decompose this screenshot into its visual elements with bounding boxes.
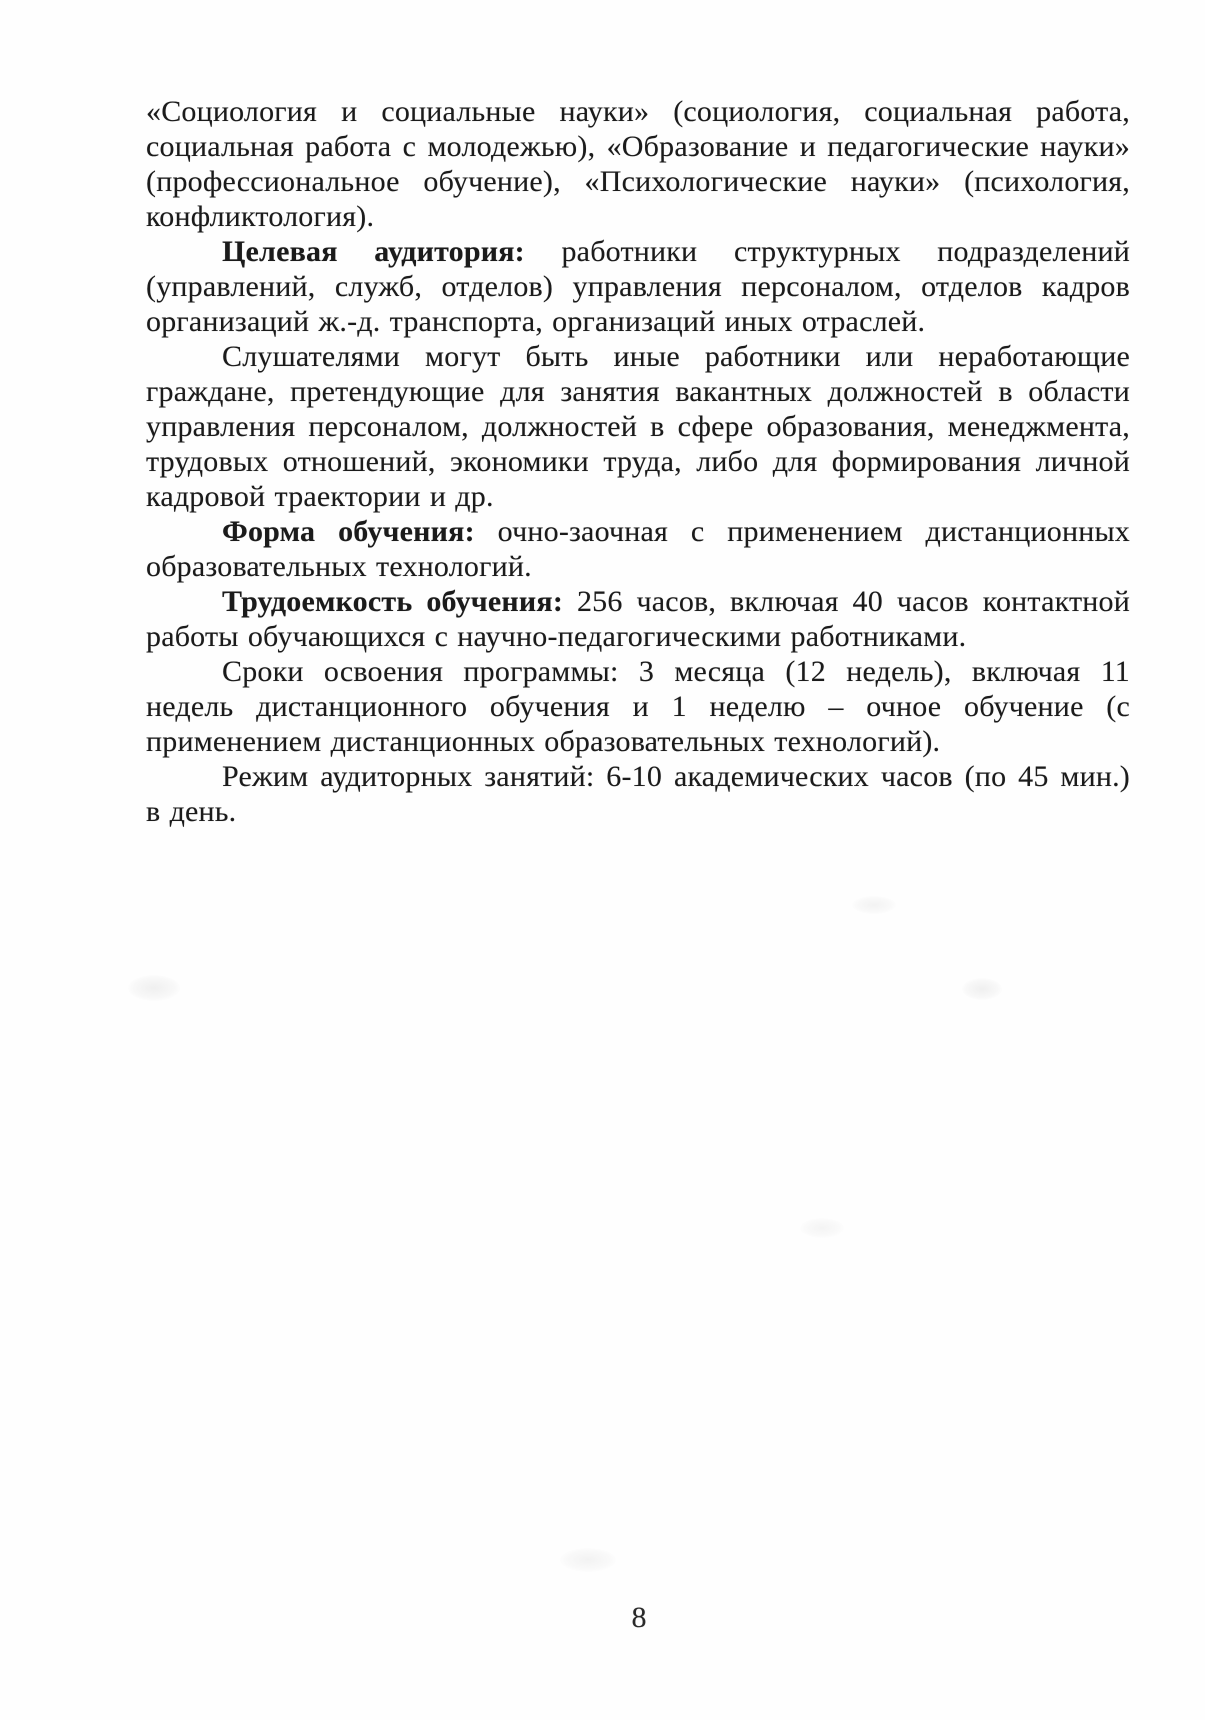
paragraph-text: Слушателями могут быть иные работники или неработающие граждане, претендующие для занятия вакантных должностей в области управления персоналом, должностей в сфере образования, менеджмента, трудовых отношений, экономики труда, либо для формирования личной кадровой траектории и др. bbox=[146, 340, 1130, 513]
paragraph-program-duration bbox=[146, 654, 1130, 759]
text-block bbox=[146, 94, 1130, 829]
paragraph-lead: Трудоемкость обучения: bbox=[222, 585, 564, 618]
paragraph-text: Сроки освоения программы: 3 месяца (12 недель), включая 11 недель дистанционного обучения и 1 неделю – очное обучение (с применением дистанционных образовательных технологий). bbox=[146, 655, 1130, 758]
paragraph-lead: Форма обучения: bbox=[222, 515, 475, 548]
paragraph-text: Режим аудиторных занятий: 6-10 академических часов (по 45 мин.) в день. bbox=[146, 760, 1130, 828]
paragraph-class-schedule bbox=[146, 759, 1130, 829]
paragraph-other-listeners bbox=[146, 339, 1130, 514]
paragraph-text: «Социология и социальные науки» (социология, социальная работа, социальная работа с молодежью), «Образование и педагогические науки» (профессиональное обучение), «Психологические науки» (психология, конфликтология). bbox=[146, 95, 1130, 233]
page-number: 8 bbox=[631, 1601, 647, 1634]
scan-smudge bbox=[800, 1218, 844, 1238]
paragraph-lead: Целевая аудитория: bbox=[222, 235, 525, 268]
scan-smudge bbox=[852, 896, 896, 914]
paragraph-text: очно-заочная с применением дистанционных образовательных технологий. bbox=[146, 515, 1131, 583]
paragraph-text: 256 часов, включая 40 часов контактной работы обучающихся с научно-педагогическими работниками. bbox=[146, 585, 1130, 653]
paragraph-study-form bbox=[146, 514, 1130, 584]
paragraph-subject-areas bbox=[146, 94, 1130, 234]
paragraph-text: работники структурных подразделений (управлений, служб, отделов) управления персоналом, отделов кадров организаций ж.-д. транспорта, организаций иных отраслей. bbox=[146, 235, 1130, 338]
scan-smudge bbox=[560, 1548, 616, 1572]
scan-smudge bbox=[962, 978, 1002, 1000]
paragraph-workload bbox=[146, 584, 1130, 654]
paragraph-target-audience bbox=[146, 234, 1130, 339]
scan-smudge bbox=[128, 975, 180, 1001]
